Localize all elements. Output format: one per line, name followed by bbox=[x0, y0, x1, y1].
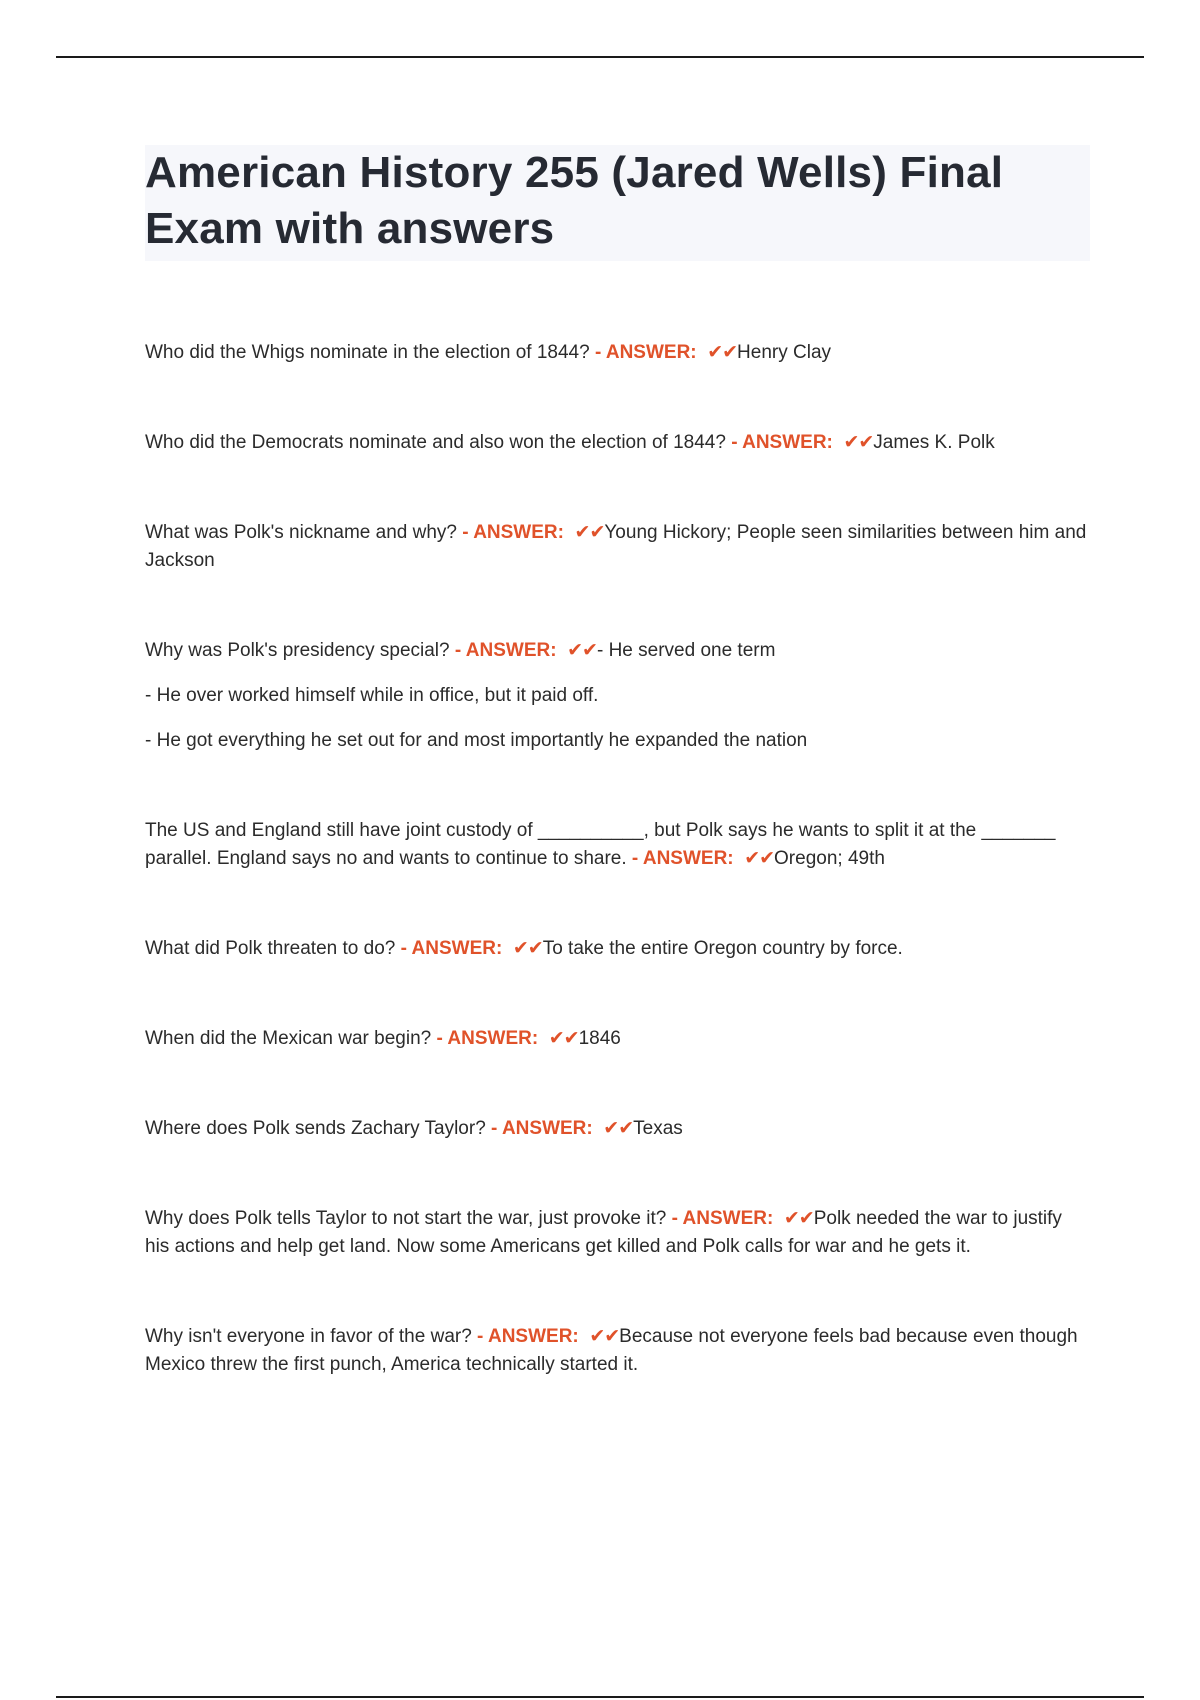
check-mark-icon: ✔✔ bbox=[574, 522, 605, 543]
answer-text: Oregon; 49th bbox=[774, 848, 885, 869]
answer-text: Young Hickory; People seen similarities between him and Jackson bbox=[145, 522, 1087, 571]
page-title: American History 255 (Jared Wells) Final Exam with answers bbox=[145, 148, 1004, 253]
answer-text: 1846 bbox=[578, 1028, 621, 1049]
qa-line bbox=[145, 637, 1090, 665]
qa-line bbox=[145, 339, 1090, 367]
question-text: Who did the Democrats nominate and also won the election of 1844? bbox=[145, 432, 726, 453]
answer-label: ANSWER: bbox=[447, 1028, 539, 1049]
question-text: When did the Mexican war begin? bbox=[145, 1028, 432, 1049]
question-text: What did Polk threaten to do? bbox=[145, 938, 396, 959]
qa-item bbox=[145, 637, 1090, 755]
qa-item bbox=[145, 1205, 1090, 1261]
check-mark-icon: ✔✔ bbox=[548, 1028, 579, 1049]
check-mark-icon: ✔✔ bbox=[783, 1208, 814, 1229]
answer-separator: - bbox=[589, 342, 606, 363]
answer-text: Polk needed the war to justify his actions and help get land. Now some Americans get killed and Polk calls for war and he gets it. bbox=[145, 1208, 1062, 1257]
qa-line bbox=[145, 817, 1090, 873]
qa-item bbox=[145, 817, 1090, 873]
qa-item bbox=[145, 935, 1090, 963]
qa-line bbox=[145, 1323, 1090, 1379]
answer-separator: - bbox=[725, 432, 743, 453]
answer-label: ANSWER: bbox=[465, 640, 557, 661]
answer-separator: - bbox=[431, 1028, 448, 1049]
question-text: Why does Polk tells Taylor to not start the war, just provoke it? bbox=[145, 1208, 667, 1229]
answer-label: ANSWER: bbox=[642, 848, 734, 869]
document-body bbox=[145, 145, 1090, 1441]
title-block bbox=[145, 145, 1090, 261]
answer-text: - He served one term bbox=[596, 640, 776, 661]
qa-line bbox=[145, 935, 1090, 963]
answer-text: Henry Clay bbox=[737, 342, 832, 363]
qa-line bbox=[145, 429, 1090, 457]
answer-separator: - bbox=[666, 1208, 683, 1229]
answer-separator: - bbox=[471, 1326, 488, 1347]
footer-rule bbox=[56, 1696, 1144, 1698]
check-mark-icon: ✔✔ bbox=[567, 640, 597, 661]
question-text: What was Polk's nickname and why? bbox=[145, 522, 457, 543]
answer-label: ANSWER: bbox=[742, 432, 833, 453]
qa-item bbox=[145, 1025, 1090, 1053]
question-text: Why isn't everyone in favor of the war? bbox=[145, 1326, 472, 1347]
header-rule bbox=[56, 56, 1144, 58]
check-mark-icon: ✔✔ bbox=[707, 342, 738, 363]
check-mark-icon: ✔✔ bbox=[589, 1326, 620, 1347]
answer-label: ANSWER: bbox=[501, 1118, 593, 1139]
answer-separator: - bbox=[626, 848, 643, 869]
question-text: Who did the Whigs nominate in the election of 1844? bbox=[145, 342, 590, 363]
qa-item bbox=[145, 1115, 1090, 1143]
answer-text: Because not everyone feels bad because even though Mexico threw the first punch, America technically started it. bbox=[145, 1326, 1078, 1375]
check-mark-icon: ✔✔ bbox=[744, 848, 775, 869]
answer-separator: - bbox=[449, 640, 466, 661]
answer-extra-line: - He over worked himself while in office, but it paid off. bbox=[145, 685, 599, 706]
qa-line bbox=[145, 1025, 1090, 1053]
qa-item bbox=[145, 339, 1090, 367]
answer-label: ANSWER: bbox=[487, 1326, 579, 1347]
answer-separator: - bbox=[485, 1118, 502, 1139]
answer-label: ANSWER: bbox=[605, 342, 697, 363]
answer-label: ANSWER: bbox=[473, 522, 564, 543]
check-mark-icon: ✔✔ bbox=[512, 938, 543, 959]
question-text: The US and England still have joint custody of __________, but Polk says he wants to split it at the _______ parallel. England says no and wants to continue to share. bbox=[145, 820, 1056, 869]
answer-text: James K. Polk bbox=[873, 432, 995, 453]
qa-line bbox=[145, 1205, 1090, 1261]
qa-item bbox=[145, 519, 1090, 575]
qa-line bbox=[145, 519, 1090, 575]
check-mark-icon: ✔✔ bbox=[603, 1118, 634, 1139]
qa-line bbox=[145, 1115, 1090, 1143]
answer-label: ANSWER: bbox=[682, 1208, 774, 1229]
qa-item bbox=[145, 1323, 1090, 1379]
answer-text: Texas bbox=[633, 1118, 683, 1139]
qa-item bbox=[145, 429, 1090, 457]
check-mark-icon: ✔✔ bbox=[843, 432, 874, 453]
answer-label: ANSWER: bbox=[411, 938, 503, 959]
answer-separator: - bbox=[395, 938, 412, 959]
answer-text: To take the entire Oregon country by force. bbox=[542, 938, 903, 959]
qa-list bbox=[145, 339, 1090, 1379]
answer-extra-line: - He got everything he set out for and most importantly he expanded the nation bbox=[145, 730, 808, 751]
question-text: Why was Polk's presidency special? bbox=[145, 640, 450, 661]
answer-separator: - bbox=[457, 522, 474, 543]
question-text: Where does Polk sends Zachary Taylor? bbox=[145, 1118, 486, 1139]
